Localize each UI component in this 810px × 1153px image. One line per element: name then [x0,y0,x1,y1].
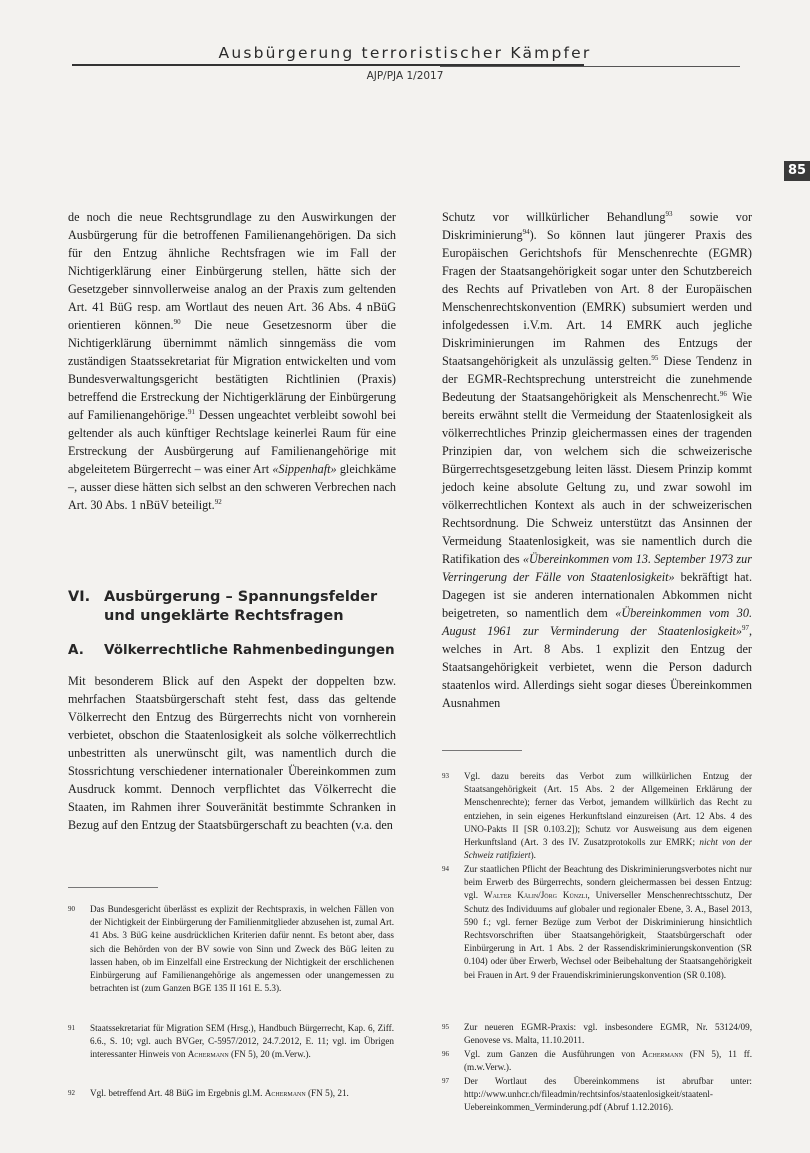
footnote-94: 94 Zur staatlichen Pflicht der Beachtung des Diskriminierungsverbotes nicht nur beim Erwerb des Bürgerrechts, sondern gleichermassen bei dessen Entzug: vgl. Walter Kälin/Jörg Künzli, Universeller Menschenrechtsschutz, Der Schutz des Individuums auf globaler und regionaler Ebene, 3. A., Basel 2013, 590 f.; vgl. ferner Bezüge zum Verbot der Diskriminierung hinsichtlich Rechtsvorschriften über Staatsangehörigkeit, Staatsbürgerschaft oder Einbürgerung in Art. 1 Abs. 2 der Rassendiskriminierungskonvention (SR 0.104) oder über Erwerb, Wechsel oder Beibehaltung der Staatsangehörigkeit bei Frauen in Art. 9 der Frauendiskriminierungskonvention (SR 0.108). [442,864,752,980]
footnote-separator-right [442,750,522,751]
footnote-ref-91: 91 [188,408,195,416]
footnote-95: 95 Zur neueren EGMR-Praxis: vgl. insbesondere EGMR, Nr. 53124/09, Genovese vs. Malta, 11.10.2011. [442,1022,752,1046]
journal-reference: AJP/PJA 1/2017 [366,70,444,82]
footnote-ref-92: 92 [214,498,222,506]
right-paragraph: Schutz vor willkürlicher Behandlung$^{93}$ sowie vor Diskriminierung$^{94}$). So können laut jüngerer Praxis des Europäischen Gerichtshofs für Menschenrechte (EGMR) Fragen der Staatsangehörigkeit sogar unter den Schutzbereich des Rechts auf Privatleben von Art. 8 der Europäischen Menschenrechtskonvention (EMRK) subsumiert werden und infolgedessen i.V.m. Art. 14 EMRK auch jegliche Diskriminierungen im Rahmen des Entzugs der Staatsangehörigkeit als unzulässig gelten.$^{95}$ Diese Tendenz in der EGMR-Rechtsprechung unterstreicht die zunehmende Bedeutung der Staatsangehörigkeit als Menschenrecht.$^{96}$ Wie bereits erwähnt stellt die Vermeidung der Staatenlosigkeit als völkerrechtliches Prinzip gleichermassen eines der tragenden Prinzipien dar, von welchem sich die schweizerische Bürgerrechtsgesetzgebung leiten lässt. Diesem Prinzip kommt jedoch keine absolute Geltung zu, und zwar sowohl im völkerrechtlichen Kontext als auch in der schweizerischen Rechtsordnung. Die Schweiz unterstützt das Ansinnen der Vermeidung Staatenlosigkeit, was sie namentlich durch die Ratifikation des «Übereinkommen vom 13. September 1973 zur Verringerung der Fälle von Staatenlosigkeit» bekräftigt hat. Dagegen ist sie anderen internationalen Abkommen nicht beigetreten, so namentlich dem «Übereinkommen vom 30. August 1961 zur Verminderung der Staatenlosigkeit»$^{97}$, welches in Art. 8 Abs. 1 explizit den Entzug der Staatsangehörigkeit verbietet, wenn die Person dadurch staatenlos wird. Allerdings sieht sogar dieses Übereinkommen Ausnahmen [442,210,752,710]
footnote-90: 90 Das Bundesgericht überlässt es explizit der Rechtspraxis, in welchen Fällen von der Nichtigkeit der Einbürgerung der Familienmitglieder abzusehen ist, zumal Art. 41 Abs. 3 BüG keine ausdrücklichen Kriterien dafür nennt. Es betont aber, dass sich die Behörden von der BV sowie von Sinn und Zweck des BüG leiten zu lassen haben, ob im Einzelfall eine Erstreckung der Nichtigkeit der erschlichenen Einbürgerung auf Familienangehörige als angemessen oder unangemessen zu betrachten ist (zum Ganzen BGE 135 II 161 E. 5.3). [68,904,394,994]
running-header-title: Ausbürgerung terroristischer Kämpfer [218,44,592,62]
header-rule-secondary [440,66,740,67]
footnote-97: 97 Der Wortlaut des Übereinkommens ist abrufbar unter: http://www.unhcr.ch/fileadmin/rechtsinfos/staatenlosigkeit/staatenl-Uebereinkommen_Verminderung.pdf (Abruf 1.12.2016). [442,1076,752,1113]
footnote-91: 91 Staatssekretariat für Migration SEM (Hrsg.), Handbuch Bürgerrecht, Kap. 6, Ziff. 6.6., S. 10; vgl. auch BVGer, C-5957/2012, 24.7.2012, E. 11; vgl. im Übrigen interessanter Hinweis von Achermann (FN 5), 20 (m.Verw.). [68,1023,394,1060]
footnote-separator-left [68,887,158,888]
footnote-96: 96 Vgl. zum Ganzen die Ausführungen von Achermann (FN 5), 11 ff. (m.w.Verw.). [442,1049,752,1073]
footnote-ref-90: 90 [173,318,181,326]
left-paragraph-1: de noch die neue Rechtsgrundlage zu den Auswirkungen der Ausbürgerung für die betroffenen Familienangehörigen. Da sich für den Entzug ähnliche Rechtsfragen wie im Fall der Nichtigerklärung einer Einbürgerung stellen, hätte sich der Gesetzgeber sinnvollerweise analog an der Praxis zum geltenden Art. 41 BüG resp. am Wortlaut des neuen Art. 36 Abs. 4 nBüG orientieren können.$^{90}$ Die neue Gesetzesnorm über die Nichtigerklärung übernimmt nämlich sinngemäss die vom zuständigen Staatssekretariat für Migration entwickelten und vom Bundesverwaltungsgericht bestätigten Richtlinien (Praxis) betreffend die Erstreckung der Nichtigerklärung der Einbürgerung auf Familienangehörige.$^{91}$ Dessen ungeachtet verbleibt sowohl bei geltender als auch künftiger Rechtslage keinerlei Raum für eine Erstreckung der Ausbürgerung auf Familienangehörige mit abgeleitetem Bürgerrecht – was einer Art «Sippenhaft» gleichkäme –, ausser diese hätten sich selbst an den schweren Verbrechen nach Art. 30 Abs. 1 nBüV beteiligt.$^{92}$ [68,210,397,512]
left-paragraph-2: Mit besonderem Blick auf den Aspekt der doppelten bzw. mehrfachen Staatsbürgerschaft steht fest, dass das geltende Völkerrecht den Entzug des Bürgerrechts nicht von vornherein verbietet, obschon die Staatenlosigkeit als solche völkerrechtlich unbestritten als unerwünscht gilt, was namentlich durch die Stossrichtung verschiedener internationaler Übereinkommen zum Ausdruck kommt. Dennoch verpflichtet das Völkerrecht die Staaten, im Rahmen ihrer Souveränität bestimmte Schranken in Bezug auf den Entzug der Staatsbürgerschaft zu beachten (v.a. den [68,674,396,832]
page-number: 85 [784,161,810,181]
footnote-92: 92 Vgl. betreffend Art. 48 BüG im Ergebnis gl.M. Achermann (FN 5), 21. [68,1088,349,1098]
footnote-93: 93 Vgl. dazu bereits das Verbot zum willkürlichen Entzug der Staatsangehörigkeit (Art. 15 Abs. 2 der Allgemeinen Erklärung der Menschenrechte); ferner das Verbot, jemandem willkürlich das Recht zu entziehen, in sein eigenes Herkunftsland einzureisen (Art. 12 Abs. 4 des UNO-Pakts II [SR 0.103.2]); Schutz vor Ausweisung aus dem eigenen Herkunftsland (Art. 3 des IV. Zusatzprotokolls zur EMRK; nicht von der Schweiz ratifiziert). [442,771,753,861]
